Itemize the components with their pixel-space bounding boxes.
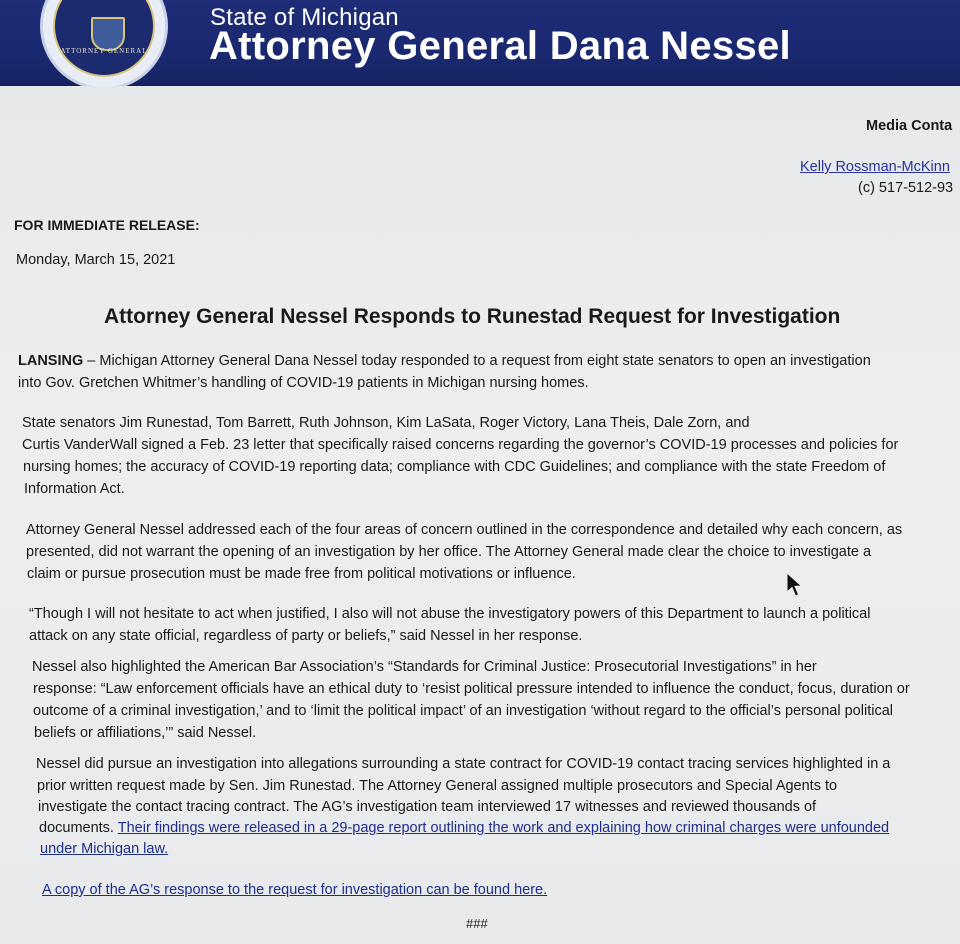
release-date: Monday, March 15, 2021 xyxy=(16,252,176,268)
paragraph-3-line-3: claim or pursue prosecution must be made free from political motivations or influence. xyxy=(27,566,576,582)
press-release-page xyxy=(0,86,960,944)
header-state: State of Michigan xyxy=(210,4,399,31)
paragraph-3-line-1: Attorney General Nessel addressed each of the four areas of concern outlined in the correspondence and detailed why each concern, as xyxy=(26,522,903,538)
paragraph-2-line-1: State senators Jim Runestad, Tom Barrett, Ruth Johnson, Kim LaSata, Roger Victory, Lana Theis, Dale Zorn, and xyxy=(22,415,750,431)
seal-center xyxy=(53,0,155,77)
paragraph-5-line-3: outcome of a criminal investigation,’ and to ‘limit the political impact’ of an investigation ‘without regard to the official’s personal political xyxy=(33,703,893,719)
paragraph-5-line-1: Nessel also highlighted the American Bar Association’s “Standards for Criminal Justice: Prosecutorial Investigations” in her xyxy=(32,659,817,675)
mouse-pointer-icon xyxy=(786,572,804,598)
paragraph-4-line-2: attack on any state official, regardless of party or beliefs,” said Nessel in her response. xyxy=(29,628,583,644)
paragraph-2-line-3: nursing homes; the accuracy of COVID-19 reporting data; compliance with CDC Guidelines; and compliance with the state Freedom of xyxy=(23,459,886,475)
paragraph-6-text: documents. xyxy=(39,820,118,836)
paragraph-2-line-2: Curtis VanderWall signed a Feb. 23 letter that specifically raised concerns regarding the governor’s COVID-19 processes and policies for xyxy=(22,437,899,453)
header-title: Attorney General Dana Nessel xyxy=(209,24,791,68)
paragraph-1-text: – Michigan Attorney General Dana Nessel today responded to a request from eight state senators to open an investigation xyxy=(83,353,871,369)
paragraph-2-line-4: Information Act. xyxy=(24,481,125,497)
attorney-general-seal xyxy=(40,0,168,90)
page-title: Attorney General Nessel Responds to Runestad Request for Investigation xyxy=(104,305,841,328)
paragraph-5-line-2: response: “Law enforcement officials have an ethical duty to ‘resist political pressure intended to influence the conduct, focus, duration or xyxy=(33,681,910,697)
findings-report-link-continued[interactable]: under Michigan law. xyxy=(40,841,169,857)
paragraph-6-line-1: Nessel did pursue an investigation into allegations surrounding a state contract for COVID-19 contact tracing services highlighted in a xyxy=(36,756,891,772)
letterhead-banner xyxy=(0,0,960,90)
paragraph-3-line-2: presented, did not warrant the opening of an investigation by her office. The Attorney General made clear the choice to investigate a xyxy=(26,544,872,560)
seal-lettering: ATTORNEY GENERAL xyxy=(60,47,148,55)
dateline: LANSING xyxy=(18,353,84,369)
paragraph-4-line-1: “Though I will not hesitate to act when justified, I also will not abuse the investigatory powers of this Department to launch a political xyxy=(29,606,871,622)
seal-shield-icon xyxy=(91,17,125,51)
paragraph-5-line-4: beliefs or affiliations,’” said Nessel. xyxy=(34,725,257,741)
paragraph-6-line-4 xyxy=(39,818,889,840)
findings-report-link[interactable]: Their findings were released in a 29-page report outlining the work and explaining how criminal charges were unfounded xyxy=(117,820,890,836)
paragraph-1-line-2: into Gov. Gretchen Whitmer’s handling of COVID-19 patients in Michigan nursing homes. xyxy=(18,375,589,391)
media-contact-name-link[interactable]: Kelly Rossman-McKinn xyxy=(800,159,950,175)
release-label: FOR IMMEDIATE RELEASE: xyxy=(14,217,200,233)
ag-response-link[interactable]: A copy of the AG’s response to the request for investigation can be found here. xyxy=(42,882,548,898)
end-mark: ### xyxy=(466,916,488,931)
paragraph-6-line-2: prior written request made by Sen. Jim Runestad. The Attorney General assigned multiple prosecutors and Special Agents to xyxy=(37,778,838,794)
paragraph-6-line-3: investigate the contact tracing contract. The AG’s investigation team interviewed 17 witnesses and reviewed thousands of xyxy=(38,799,817,815)
media-contact-phone: (c) 517-512-93 xyxy=(858,180,954,196)
media-contact-label: Media Conta xyxy=(866,118,953,134)
paragraph-1-line-1 xyxy=(18,351,871,373)
